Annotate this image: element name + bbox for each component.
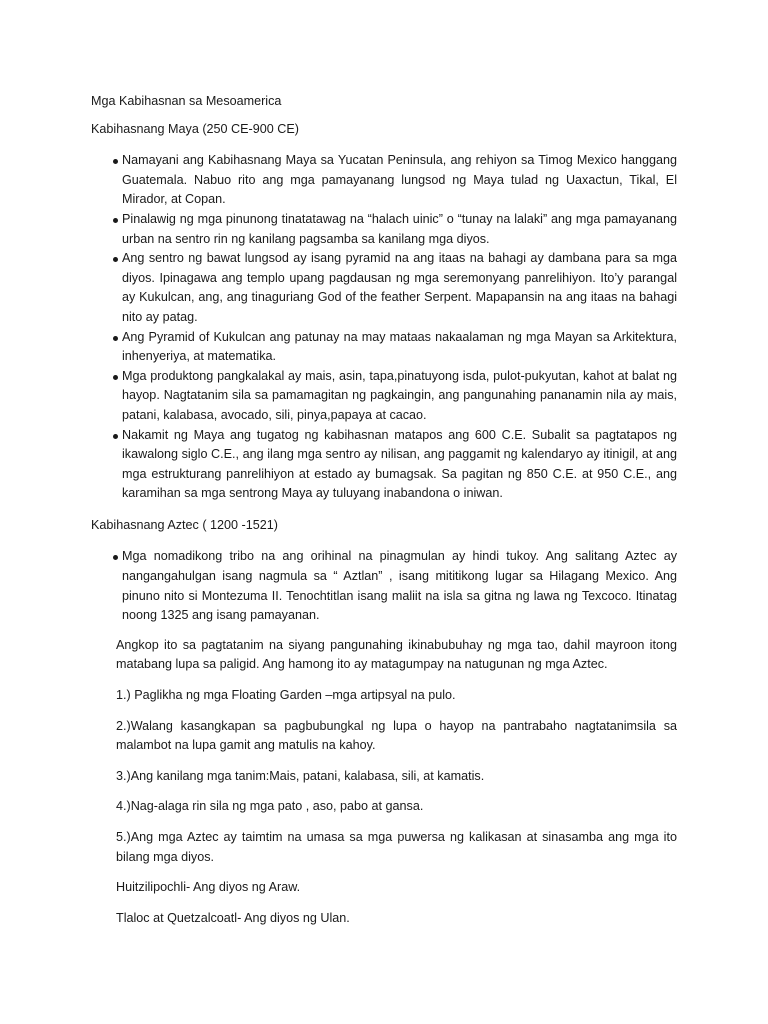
aztec-paragraph: Huitzilipochli- Ang diyos ng Araw. xyxy=(116,880,301,895)
aztec-paragraph: 1.) Paglikha ng mga Floating Garden –mga artipsyal na pulo. xyxy=(116,688,456,703)
aztec-paragraph: Tlaloc at Quetzalcoatl- Ang diyos ng Ulan. xyxy=(116,910,350,925)
bullet-icon xyxy=(113,159,118,164)
bullet-icon xyxy=(113,375,118,380)
aztec-bullet-list xyxy=(91,547,677,625)
list-item-text: Pinalawig ng mga pinunong tinatatawag na “halach uinic” o “tunay na lalaki” ang mga pamayanang urban na sentro rin ng kanilang pagsamba sa kanilang mga diyos. xyxy=(122,211,677,246)
bullet-icon xyxy=(113,434,118,439)
list-item xyxy=(91,367,677,426)
list-item-text: Mga produktong pangkalakal ay mais, asin, tapa,pinatuyong isda, pulot-pukyutan, kahot at balat ng hayop. Nagtatanim sila sa pamamagitan ng pagkaingin, ang pangunahing pananamin nila ay mais, patani, kalabasa, avocado, sili, pinya,papaya at cacao. xyxy=(122,368,677,422)
aztec-section-heading: Kabihasnang Aztec ( 1200 -1521) xyxy=(91,517,278,532)
bullet-icon xyxy=(113,257,118,262)
aztec-paragraph: Angkop ito sa pagtatanim na siyang pangunahing ikinabubuhay ng mga tao, dahil mayroon itong matabang lupa sa paligid. Ang hamong ito ay matagumpay na natugunan ng mga Aztec. xyxy=(116,637,677,672)
document-title: Mga Kabihasnan sa Mesoamerica xyxy=(91,94,282,108)
list-item-text: Nakamit ng Maya ang tugatog ng kabihasnan matapos ang 600 C.E. Subalit sa pagtatapos ng ikawalong siglo C.E., ang ilang mga sentro ay nilisan, ang paggamit ng kalendaryo ay itinigil, at ang mga estrukturang panrelihiyon at estado ay bumagsak. Sa pagitan ng 850 C.E. at 950 C.E., ang karamihan sa mga sentrong Maya ay tuluyang inabandona o iniwan. xyxy=(122,427,677,501)
list-item-text: Namayani ang Kabihasnang Maya sa Yucatan Peninsula, ang rehiyon sa Timog Mexico hanggang Guatemala. Nabuo rito ang mga pamayanang lungsod ng Maya tulad ng Uaxactun, Tikal, El Mirador, at Copan. xyxy=(122,153,677,207)
aztec-paragraph: 4.)Nag-alaga rin sila ng mga pato , aso, pabo at gansa. xyxy=(116,799,424,814)
list-item-text: Ang sentro ng bawat lungsod ay isang pyramid na ang itaas na bahagi ay dambana para sa mga diyos. Ipinagawa ang templo upang pagdausan ng mga seremonyang panrelihiyon. Ito’y parangal ay Kukulcan, ang, ang tinaguriang God of the feather Serpent. Mapapansin na ang itaas na bahagi nito ay patag. xyxy=(122,251,677,324)
list-item xyxy=(91,426,677,504)
aztec-paragraph: 5.)Ang mga Aztec ay taimtim na umasa sa mga puwersa ng kalikasan at sinasamba ang mga ito bilang mga diyos. xyxy=(116,830,677,864)
list-item xyxy=(91,151,677,210)
maya-section-heading: Kabihasnang Maya (250 CE-900 CE) xyxy=(91,121,299,136)
list-item xyxy=(91,547,677,625)
bullet-icon xyxy=(113,336,118,341)
list-item-text: Ang Pyramid of Kukulcan ang patunay na may mataas nakaalaman ng mga Mayan sa Arkitektura, inhenyeriya, at matematika. xyxy=(122,329,677,364)
list-item xyxy=(91,210,677,249)
list-item xyxy=(91,249,677,327)
maya-bullet-list xyxy=(91,151,677,504)
aztec-paragraph: 2.)Walang kasangkapan sa pagbubungkal ng lupa o hayop na pantrabaho nagtatanimsila sa malambot na lupa gamit ang matulis na kahoy. xyxy=(116,718,677,753)
aztec-paragraph: 3.)Ang kanilang mga tanim:Mais, patani, kalabasa, sili, at kamatis. xyxy=(116,768,485,783)
bullet-icon xyxy=(113,555,118,560)
list-item-text: Mga nomadikong tribo na ang orihinal na pinagmulan ay hindi tukoy. Ang salitang Aztec ay nangangahulgan isang nagmula sa “ Aztlan” , isang mititikong lugar sa Hilagang Mexico. Ang pinuno nito si Montezuma II. Tenochtitlan isang maliit na isla sa gitna ng lawa ng Texcoco. Itinatag noong 1325 ang isang pamayanan. xyxy=(122,549,677,623)
bullet-icon xyxy=(113,218,118,223)
document-body xyxy=(91,92,677,928)
list-item xyxy=(91,328,677,367)
